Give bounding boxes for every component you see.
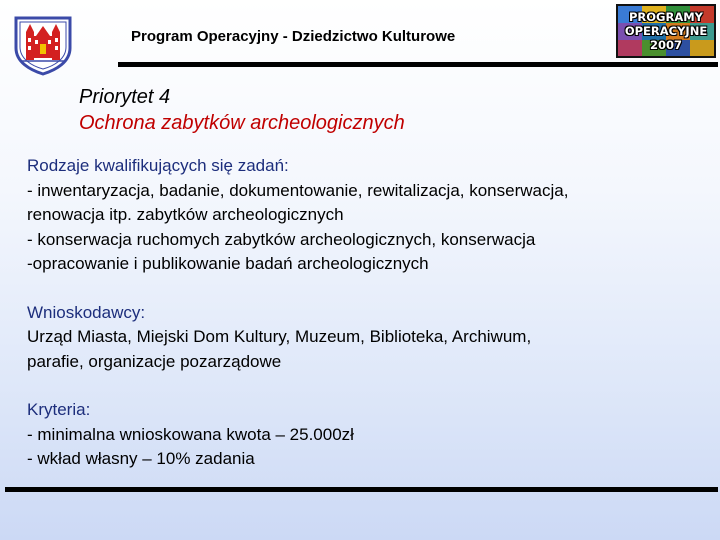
section-line: - konserwacja ruchomych zabytków archeologicznych, konserwacja	[27, 229, 536, 249]
badge-line-2: OPERACYJNE	[624, 24, 708, 38]
header-divider	[118, 62, 718, 67]
section-line: - wkład własny – 10% zadania	[27, 449, 255, 468]
badge-line-3: 2007	[649, 38, 682, 52]
section-criteria	[27, 398, 707, 472]
programy-operacyjne-badge	[616, 4, 716, 58]
section-line: parafie, organizacje pozarządowe	[27, 351, 282, 371]
heading-priority: Priorytet 4	[79, 86, 171, 108]
section-title: Rodzaje kwalifikujących się zadań:	[27, 156, 289, 175]
footer-divider	[5, 487, 718, 492]
section-title: Kryteria:	[27, 400, 91, 419]
badge-line-1: PROGRAMY	[628, 10, 704, 24]
slide-heading	[79, 84, 405, 136]
section-title: Wnioskodawcy:	[27, 302, 146, 322]
section-line: renowacja itp. zabytków archeologicznych	[27, 205, 344, 224]
slide-content	[27, 154, 707, 496]
section-line: -opracowanie i publikowanie badań archeologicznych	[27, 254, 429, 273]
section-applicants	[27, 301, 707, 375]
header-title: Program Operacyjny - Dziedzictwo Kulturowe	[131, 28, 456, 45]
section-line: - minimalna wnioskowana kwota – 25.000zł	[27, 424, 354, 444]
coat-of-arms-logo	[12, 14, 74, 76]
section-line: - inwentaryzacja, badanie, dokumentowanie, rewitalizacja, konserwacja,	[27, 180, 569, 200]
section-task-types	[27, 154, 707, 277]
section-line: Urząd Miasta, Miejski Dom Kultury, Muzeum, Biblioteka, Archiwum,	[27, 327, 532, 346]
heading-subtitle: Ochrona zabytków archeologicznych	[79, 112, 405, 134]
